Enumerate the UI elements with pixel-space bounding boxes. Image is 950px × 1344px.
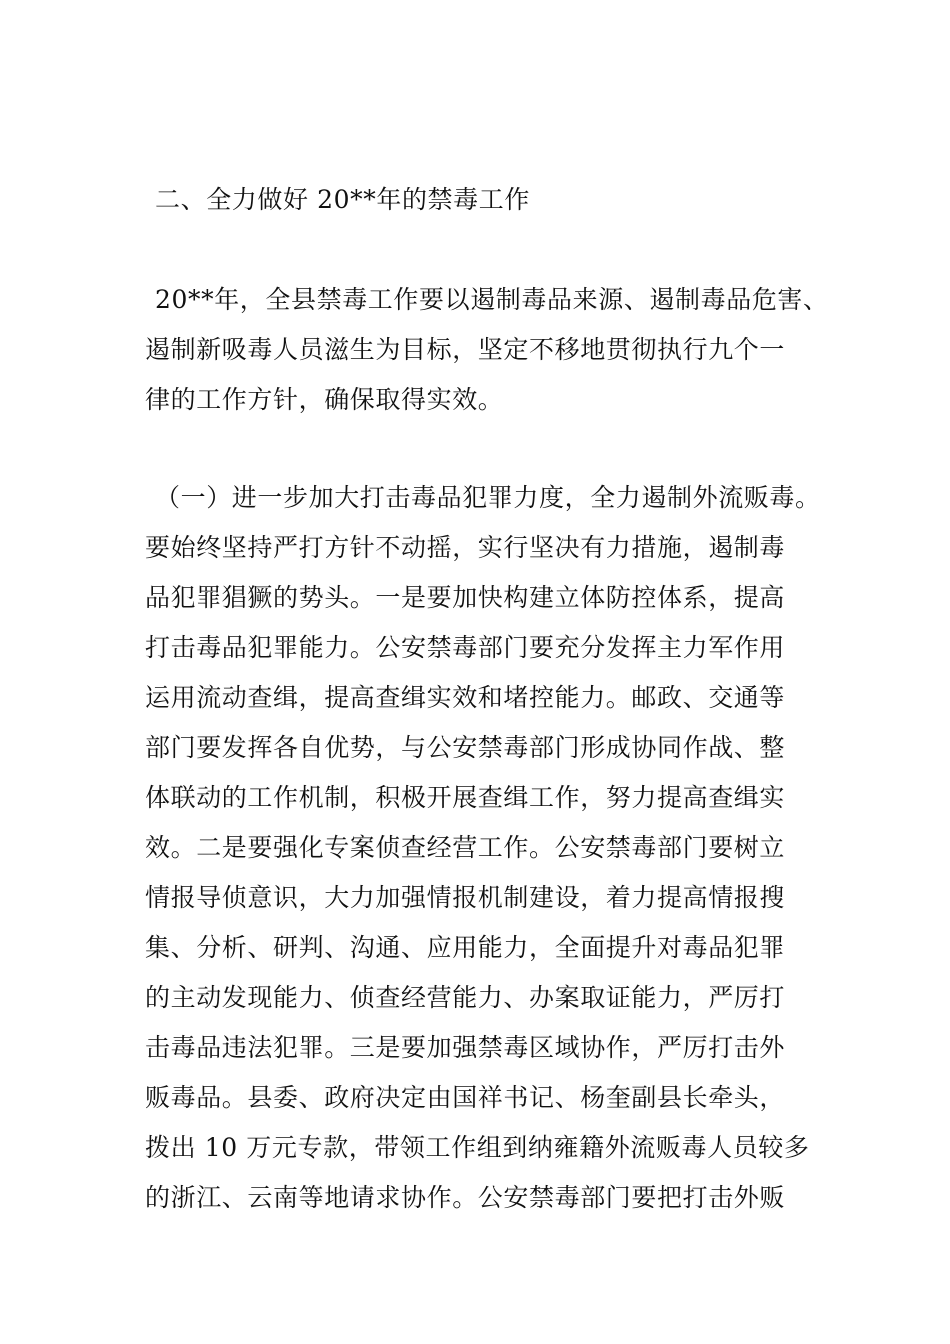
- paragraph-2-line-11: 的主动发现能力、侦查经营能力、办案取证能力，严厉打: [145, 983, 786, 1012]
- paragraph-2-line-8: 效。二是要强化专案侦查经营工作。公安禁毒部门要树立: [145, 833, 786, 862]
- paragraph-2-line-3: 品犯罪猖獗的势头。一是要加快构建立体防控体系，提高: [145, 583, 786, 612]
- paragraph-2-line-9: 情报导侦意识，大力加强情报机制建设，着力提高情报搜: [145, 883, 786, 912]
- paragraph-2-line-13: 贩毒品。县委、政府决定由国祥书记、杨奎副县长牵头，: [145, 1083, 786, 1112]
- paragraph-2-line-4: 打击毒品犯罪能力。公安禁毒部门要充分发挥主力军作用: [145, 633, 786, 662]
- paragraph-2-line-1: （一）进一步加大打击毒品犯罪力度，全力遏制外流贩毒。: [155, 483, 821, 512]
- paragraph-1-line-2: 遏制新吸毒人员滋生为目标，坚定不移地贯彻执行九个一: [145, 335, 786, 364]
- paragraph-2-line-2: 要始终坚持严打方针不动摇，实行坚决有力措施，遏制毒: [145, 533, 786, 562]
- section-heading: 二、全力做好 20**年的禁毒工作: [155, 185, 530, 214]
- paragraph-1-line-1: 20**年，全县禁毒工作要以遏制毒品来源、遏制毒品危害、: [155, 285, 829, 314]
- paragraph-2-line-5: 运用流动查缉，提高查缉实效和堵控能力。邮政、交通等: [145, 683, 786, 712]
- paragraph-2-line-7: 体联动的工作机制，积极开展查缉工作，努力提高查缉实: [145, 783, 786, 812]
- paragraph-2-line-10: 集、分析、研判、沟通、应用能力，全面提升对毒品犯罪: [145, 933, 786, 962]
- paragraph-2-line-14: 拨出 10 万元专款，带领工作组到纳雍籍外流贩毒人员较多: [145, 1133, 810, 1162]
- paragraph-2-line-6: 部门要发挥各自优势，与公安禁毒部门形成协同作战、整: [145, 733, 786, 762]
- paragraph-2-line-15: 的浙江、云南等地请求协作。公安禁毒部门要把打击外贩: [145, 1183, 786, 1212]
- paragraph-1-line-3: 律的工作方针，确保取得实效。: [145, 385, 504, 414]
- paragraph-2-line-12: 击毒品违法犯罪。三是要加强禁毒区域协作，严厉打击外: [145, 1033, 786, 1062]
